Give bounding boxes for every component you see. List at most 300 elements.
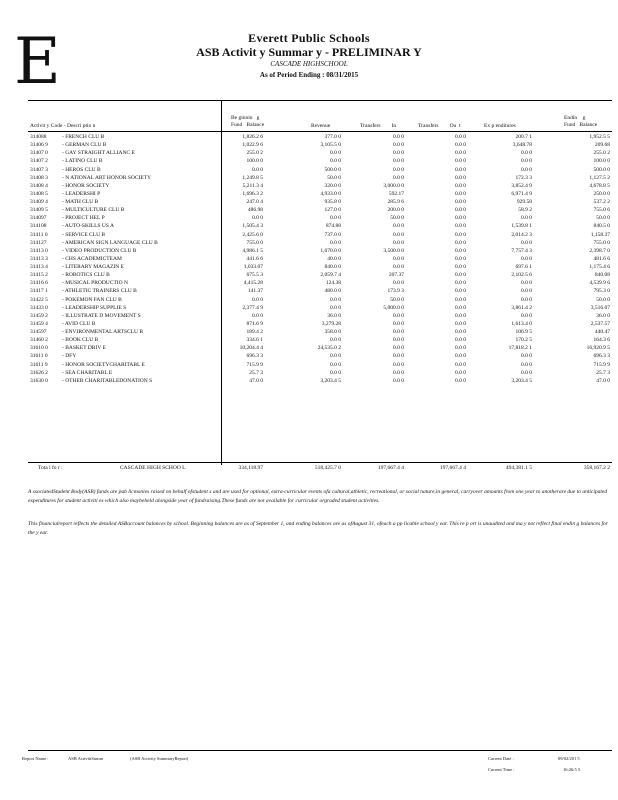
transfers-out: 0.0 0 [455, 377, 466, 384]
transfers-in: 0.0 0 [393, 345, 404, 352]
district-logo-letter: E [14, 25, 61, 99]
table-row [0, 247, 618, 255]
revenue: 24,535.0 2 [317, 345, 341, 352]
activity-description: - BOOK CLU B [62, 337, 99, 344]
table-row [0, 328, 618, 336]
activity-code: 31409 4 [30, 199, 48, 205]
transfers-in: 3,500.0 0 [383, 247, 404, 254]
report-name-label: Report Name : [22, 756, 49, 761]
expenditures: 697.6 1 [515, 264, 532, 270]
revenue: 737.0 0 [324, 231, 341, 238]
transfers-in: 0.0 0 [393, 174, 404, 181]
table-row [0, 198, 618, 206]
expenditures: 0.0 0 [521, 239, 532, 246]
activity-code: 31409 5 [30, 207, 48, 214]
totals-school: CASCADE HIGH SCHOO L [120, 465, 186, 471]
activity-code: 31417 1 [30, 288, 48, 295]
activity-description: - FRENCH CLU B [62, 134, 105, 140]
footer-rule [28, 750, 612, 751]
activity-code: 31416 6 [30, 280, 48, 287]
table-row [0, 287, 618, 295]
col-activity-header: Activit y Code - Descri ptio n [30, 123, 96, 129]
current-time-label: Current Time : [488, 767, 515, 772]
activity-code: 314597 [30, 329, 47, 335]
activity-description: - ILLUSTRATE D MOVEMENT S [62, 312, 141, 319]
transfers-out: 0.0 0 [455, 345, 466, 352]
transfers-out: 0.0 0 [455, 280, 466, 287]
table-row [0, 304, 618, 312]
activity-description: - LATINO CLU B [62, 158, 103, 165]
table-row [0, 182, 618, 190]
transfers-in: 0.0 0 [393, 361, 404, 368]
beginning-balance: 334.6 1 [246, 337, 263, 344]
expenditures: 929.58 [516, 199, 532, 205]
activity-description: - CHS ACADEMICTEAM [62, 255, 122, 262]
ending-balance: 696.3 3 [593, 353, 610, 360]
activity-code: 314108 [30, 223, 47, 230]
revenue: 840.0 0 [324, 264, 341, 270]
expenditures: 170.2 5 [515, 337, 532, 344]
activity-code: 31460 2 [30, 337, 48, 344]
activity-description: - HONOR SOCIETY [62, 182, 110, 189]
ending-balance: 715.9 9 [593, 361, 610, 368]
revenue: 0.0 0 [330, 353, 341, 360]
revenue: 480.0 0 [324, 288, 341, 295]
current-date-value: 09/02/201 5 [558, 756, 580, 761]
table-row [0, 312, 618, 320]
report-name-value: ASB ActivitiSumm [68, 756, 104, 761]
activity-description: - VIDEO PRODUCTION CLU B [62, 247, 137, 254]
transfers-out: 0.0 0 [455, 255, 466, 262]
transfers-out: 0.0 0 [455, 134, 466, 140]
table-row [0, 344, 618, 352]
transfers-in: 0.0 0 [393, 312, 404, 319]
table-row [0, 296, 618, 304]
activity-code: 31413 3 [30, 255, 48, 262]
table-row [0, 166, 618, 174]
activity-description: - LITERARY MAGAZIN E [62, 264, 124, 270]
transfers-in: 0.0 0 [393, 369, 404, 376]
activity-description: - AUTO-SKILLS US A [62, 223, 115, 230]
activity-code: 31459 4 [30, 320, 48, 327]
expenditures: 0.0 0 [521, 166, 532, 173]
transfers-in: 0.0 0 [393, 166, 404, 173]
beginning-balance: 2,425.6 0 [242, 231, 263, 238]
transfers-out: 0.0 0 [455, 223, 466, 230]
activity-code: 31411 0 [30, 231, 48, 238]
activity-code: 31413 0 [30, 247, 48, 254]
transfers-in: 0.0 0 [393, 377, 404, 384]
expenditures: 3,852.4 9 [511, 182, 532, 189]
beginning-balance: 0.0 0 [252, 166, 263, 173]
transfers-in: 0.0 0 [393, 280, 404, 287]
beginning-balance: 255.0 2 [246, 150, 263, 157]
table-row [0, 377, 618, 385]
transfers-in: 0.0 0 [393, 142, 404, 149]
activity-code: 31626 2 [30, 369, 48, 376]
activity-table [0, 133, 618, 385]
table-row [0, 133, 618, 141]
ending-balance: 1,127.5 2 [589, 174, 610, 181]
ending-balance: 2,537.57 [590, 320, 610, 327]
expenditures: 3,648.78 [512, 142, 532, 149]
beginning-balance: 1,022.9 6 [242, 142, 263, 149]
beginning-balance: 141.37 [247, 288, 263, 295]
activity-description: - MUSICAL PRODUCTIO N [62, 280, 128, 287]
expenditures: 0.0 0 [521, 296, 532, 303]
expenditures: 17,818.2 1 [508, 345, 532, 352]
transfers-in: 50.0 0 [390, 215, 404, 222]
activity-code: 314097 [30, 215, 47, 222]
transfers-out: 0.0 0 [455, 239, 466, 246]
beginning-balance: 25.7 3 [249, 369, 263, 376]
ending-balance: 250.0 0 [593, 190, 610, 197]
ending-balance: 209.68 [594, 142, 610, 149]
totals-rule [28, 462, 612, 463]
col-begin-header: Be ginnin g Fund Balance [231, 115, 265, 128]
activity-description: - PROJECT HEL P [62, 215, 105, 222]
expenditures: 1,539.8 1 [511, 223, 532, 230]
beginning-balance: 486.98 [247, 207, 263, 214]
table-row [0, 255, 618, 263]
transfers-in: 0.0 0 [393, 158, 404, 165]
transfers-out: 0.0 0 [455, 288, 466, 295]
totals-revenue: 518,425.7 0 [314, 465, 341, 471]
table-row [0, 336, 618, 344]
ending-balance: 840.08 [594, 272, 610, 279]
revenue: 0.0 0 [330, 369, 341, 376]
activity-code: 31408 5 [30, 190, 48, 197]
ending-balance: 795.3 0 [593, 288, 610, 295]
activity-code: 31630 0 [30, 377, 48, 384]
revenue: 40.0 0 [327, 255, 341, 262]
ending-balance: 100.0 0 [593, 158, 610, 165]
table-row [0, 190, 618, 198]
revenue: 36.0 0 [327, 312, 341, 319]
table-row [0, 271, 618, 279]
activity-description: - ENVIRONMENTAL ARTSCLU B [62, 329, 144, 335]
school-name: CASCADE HIGHSCHOOL [270, 60, 348, 68]
revenue: 50.0 0 [327, 174, 341, 181]
table-row [0, 206, 618, 214]
revenue: 320.0 0 [324, 182, 341, 189]
ending-balance: 255.0 2 [593, 150, 610, 157]
expenditures: 3,203.4 5 [511, 377, 532, 384]
beginning-balance: 1,696.3 2 [242, 190, 263, 197]
expenditures: 2,102.5 6 [511, 272, 532, 279]
expenditures: 0.0 0 [521, 215, 532, 222]
ending-balance: 481.6 6 [593, 255, 610, 262]
transfers-out: 0.0 0 [455, 158, 466, 165]
transfers-in: 0.0 0 [393, 320, 404, 327]
beginning-balance: 247.0 4 [246, 199, 263, 205]
expenditures: 0.0 0 [521, 353, 532, 360]
col-ending-header: Endin g Fund Balance [564, 115, 598, 128]
beginning-balance: 675.5 3 [246, 272, 263, 279]
revenue: 0.0 0 [330, 150, 341, 157]
activity-description: - MULTICULTURE CLU B [62, 207, 125, 214]
transfers-in: 0.0 0 [393, 223, 404, 230]
report-description-note: This financialreport reflects the detailed ASBaccount balances by school. Beginning balances are as of September 1, and ending balances are as ofAugust 31, ofeach a pp licable school y ear. This re p ort is unaudited and ma y not reflect final endin g balances for the y ear. [28, 521, 608, 536]
activity-code: 31408 4 [30, 182, 48, 189]
col-transfers-in-header: Transfers In [360, 123, 397, 129]
revenue: 0.0 0 [330, 239, 341, 246]
transfers-in: 5,000.0 0 [383, 304, 404, 311]
revenue: 0.0 0 [330, 361, 341, 368]
beginning-balance: 10,204.4 4 [239, 345, 263, 352]
ending-balance: 1,952.5 5 [589, 134, 610, 140]
activity-description: - OTHER CHARITABLEDONATION S [62, 377, 153, 384]
activity-description: - AVID CLU B [62, 320, 96, 327]
ending-balance: 50.0 0 [596, 296, 610, 303]
transfers-in: 173.9 3 [387, 288, 404, 295]
ending-balance: 1,158.37 [590, 231, 610, 238]
table-row [0, 149, 618, 157]
beginning-balance: 0.0 0 [252, 296, 263, 303]
transfers-in: 0.0 0 [393, 353, 404, 360]
activity-description: - ROBOTICS CLU B [62, 272, 110, 279]
table-row [0, 361, 618, 369]
report-name-description: (ASB Activity SummaryReport) [130, 756, 189, 761]
ending-balance: 840.5 0 [593, 223, 610, 230]
beginning-balance: 4,986.1 5 [242, 247, 263, 254]
totals-transfers-in: 197,667.4 4 [377, 465, 404, 471]
revenue: 935.8 0 [324, 199, 341, 205]
activity-code: 31406 9 [30, 142, 48, 149]
totals-label: Tota l fo r : [38, 465, 63, 471]
transfers-out: 0.0 0 [455, 247, 466, 254]
transfers-in: 0.0 0 [393, 150, 404, 157]
transfers-out: 0.0 0 [455, 142, 466, 149]
transfers-out: 0.0 0 [455, 361, 466, 368]
activity-description: - ATHLETIC TRAINERS CLU B [62, 288, 137, 295]
revenue: 127.0 0 [324, 207, 341, 214]
revenue: 358.0 0 [324, 329, 341, 335]
transfers-out: 0.0 0 [455, 304, 466, 311]
transfers-out: 0.0 0 [455, 207, 466, 214]
transfers-in: 0.0 0 [393, 134, 404, 140]
activity-code: 314127 [30, 239, 47, 246]
transfers-out: 0.0 0 [455, 182, 466, 189]
asb-funds-note: A ssociatedStudent Body(ASB) funds are pub licmonies raised on behalf ofstudent s and are used for optional, extra-curricular events ofa cultural,athletic, recreational, or social nature,in general, carryover amounts from one year to anotherare due to anticipated expenditures for student activiti es which also maybeheld alongside year of fundraising.These funds are not available for curricular orgraded student activities. [28, 489, 608, 504]
revenue: 3,105.5 0 [320, 142, 341, 149]
activity-code: 31407 0 [30, 150, 48, 157]
transfers-out: 0.0 0 [455, 215, 466, 222]
header-rule [28, 131, 612, 132]
expenditures: 0.0 0 [521, 361, 532, 368]
ending-balance: 3,516.07 [590, 304, 610, 311]
expenditures: 58.9 2 [518, 207, 532, 214]
ending-balance: 25.7 3 [596, 369, 610, 376]
table-row [0, 214, 618, 222]
table-row [0, 174, 618, 182]
activity-code: 31611 9 [30, 361, 48, 368]
table-row [0, 141, 618, 149]
activity-description: - GAY STRAIGHT ALLIANC E [62, 150, 135, 157]
activity-code: 31407 2 [30, 158, 48, 165]
activity-code: 31610 0 [30, 345, 48, 352]
revenue: 3,279.28 [321, 320, 341, 327]
activity-description: - SERVICE CLU B [62, 231, 106, 238]
revenue: 0.0 0 [330, 304, 341, 311]
beginning-balance: 0.0 0 [252, 215, 263, 222]
activity-code: 31407 3 [30, 166, 48, 173]
transfers-out: 0.0 0 [455, 369, 466, 376]
expenditures: 7,757.4 3 [511, 247, 532, 254]
transfers-in: 0.0 0 [393, 329, 404, 335]
col-revenue-header: Revenue [311, 123, 331, 129]
revenue: 0.0 0 [330, 296, 341, 303]
expenditures: 0.0 0 [521, 369, 532, 376]
ending-balance: 16,920.9 5 [586, 345, 610, 352]
revenue: 124.38 [325, 280, 341, 287]
col-expenditures-header: Ex p enditures [484, 123, 516, 129]
revenue: 4,933.0 0 [320, 190, 341, 197]
activity-code: 31413 4 [30, 264, 48, 270]
activity-description: - BASKET DRIV E [62, 345, 106, 352]
transfers-in: 50.0 0 [390, 296, 404, 303]
activity-description: - N ATIONAL ART HONOR SOCIETY [62, 174, 152, 181]
ending-balance: 4,678.8 5 [589, 182, 610, 189]
totals-expenditures: 494,381.1 5 [505, 465, 532, 471]
transfers-in: 3,000.0 0 [383, 182, 404, 189]
activity-code: 314088 [30, 134, 47, 140]
beginning-balance: 47.0 0 [249, 377, 263, 384]
transfers-in: 285.9 6 [387, 199, 404, 205]
ending-balance: 500.0 0 [593, 166, 610, 173]
revenue: 0.0 0 [330, 337, 341, 344]
beginning-balance: 189.4 2 [246, 329, 263, 335]
activity-code: 31611 0 [30, 353, 48, 360]
expenditures: 3,861.4 2 [511, 304, 532, 311]
activity-description: - AMERICAN SIGN LANGUAGE CLU B [62, 239, 158, 246]
transfers-out: 0.0 0 [455, 150, 466, 157]
table-row [0, 231, 618, 239]
transfers-out: 0.0 0 [455, 320, 466, 327]
revenue: 500.0 0 [324, 166, 341, 173]
activity-description: - MATH CLU B [62, 199, 99, 205]
revenue: 0.0 0 [330, 158, 341, 165]
beginning-balance: 871.6 9 [246, 320, 263, 327]
activity-description: - HONOR SOCIETYCHARITABL E [62, 361, 145, 368]
period-ending: As of Period Ending : 08/31/2015 [259, 71, 359, 79]
activity-description: - GERMAN CLU B [62, 142, 107, 149]
activity-code: 31422 5 [30, 296, 48, 303]
beginning-balance: 441.6 6 [246, 255, 263, 262]
table-row [0, 239, 618, 247]
ending-balance: 164.3 6 [593, 337, 610, 344]
top-rule [28, 100, 612, 101]
beginning-balance: 755.0 0 [246, 239, 263, 246]
revenue: 377.0 0 [324, 134, 341, 140]
expenditures: 0.0 0 [521, 288, 532, 295]
table-row [0, 352, 618, 360]
table-row [0, 157, 618, 165]
beginning-balance: 696.3 3 [246, 353, 263, 360]
ending-balance: 1,175.4 6 [589, 264, 610, 270]
revenue: 3,203.4 5 [320, 377, 341, 384]
beginning-balance: 0.0 0 [252, 312, 263, 319]
expenditures: 0.0 0 [521, 158, 532, 165]
activity-description: - LEADERSHI P [62, 190, 101, 197]
transfers-out: 0.0 0 [455, 337, 466, 344]
table-row [0, 320, 618, 328]
beginning-balance: 1,826.2 6 [242, 134, 263, 140]
totals-row [0, 464, 618, 473]
transfers-out: 0.0 0 [455, 231, 466, 238]
transfers-out: 0.0 0 [455, 190, 466, 197]
revenue: 2,059.7 4 [320, 272, 341, 279]
ending-balance: 755.0 0 [593, 239, 610, 246]
beginning-balance: 1,249.8 5 [242, 174, 263, 181]
activity-code: 31433 0 [30, 304, 48, 311]
expenditures: 2,014.2 3 [511, 231, 532, 238]
transfers-out: 0.0 0 [455, 166, 466, 173]
activity-description: - SEA CHARITABL E [62, 369, 113, 376]
totals-ending: 358,167.2 2 [583, 465, 610, 471]
transfers-out: 0.0 0 [455, 272, 466, 279]
current-time-value: 16:26:5 5 [563, 767, 581, 772]
current-date-label: Current Date : [488, 756, 514, 761]
transfers-in: 0.0 0 [393, 255, 404, 262]
transfers-out: 0.0 0 [455, 312, 466, 319]
activity-description: - POKEMON FAN CLU B [62, 296, 122, 303]
activity-description: - DFY [62, 353, 77, 360]
totals-transfers-out: 197,667.4 4 [439, 465, 466, 471]
district-name: Everett Public Schools [248, 31, 370, 45]
activity-code: 31408 3 [30, 174, 48, 181]
ending-balance: 537.2 2 [593, 199, 610, 205]
expenditures: 6,971.4 9 [511, 190, 532, 197]
table-row [0, 369, 618, 377]
transfers-out: 0.0 0 [455, 264, 466, 270]
table-row [0, 222, 618, 230]
transfers-in: 0.0 0 [393, 264, 404, 270]
revenue: 0.0 0 [330, 215, 341, 222]
expenditures: 172.3 3 [515, 174, 532, 181]
expenditures: 200.7 1 [515, 134, 532, 140]
beginning-balance: 5,211.3 4 [242, 182, 263, 189]
expenditures: 0.0 0 [521, 150, 532, 157]
transfers-in: 0.0 0 [393, 239, 404, 246]
table-row [0, 263, 618, 271]
totals-begin: 334,118.97 [238, 465, 263, 471]
transfers-in: 207.37 [388, 272, 404, 279]
beginning-balance: 2,377.4 9 [242, 304, 263, 311]
expenditures: 1,613.4 0 [511, 320, 532, 327]
ending-balance: 755.0 6 [593, 207, 610, 214]
beginning-balance: 715.9 9 [246, 361, 263, 368]
ending-balance: 440.47 [594, 329, 610, 335]
transfers-out: 0.0 0 [455, 174, 466, 181]
report-title: ASB Activit y Summar y - PRELIMINAR Y [196, 45, 422, 59]
table-row [0, 279, 618, 287]
transfers-in: 592.17 [388, 190, 404, 197]
activity-code: 31459 2 [30, 312, 48, 319]
ending-balance: 4,539.9 6 [589, 280, 610, 287]
beginning-balance: 100.0 0 [246, 158, 263, 165]
transfers-out: 0.0 0 [455, 296, 466, 303]
expenditures: 0.0 0 [521, 255, 532, 262]
revenue: 874.88 [325, 223, 341, 230]
expenditures: 106.9 5 [515, 329, 532, 335]
beginning-balance: 4,415.28 [243, 280, 263, 287]
expenditures: 0.0 0 [521, 312, 532, 319]
transfers-out: 0.0 0 [455, 199, 466, 205]
beginning-balance: 1,505.4 3 [242, 223, 263, 230]
expenditures: 0.0 0 [521, 280, 532, 287]
activity-description: - HEROS CLU B [62, 166, 101, 173]
